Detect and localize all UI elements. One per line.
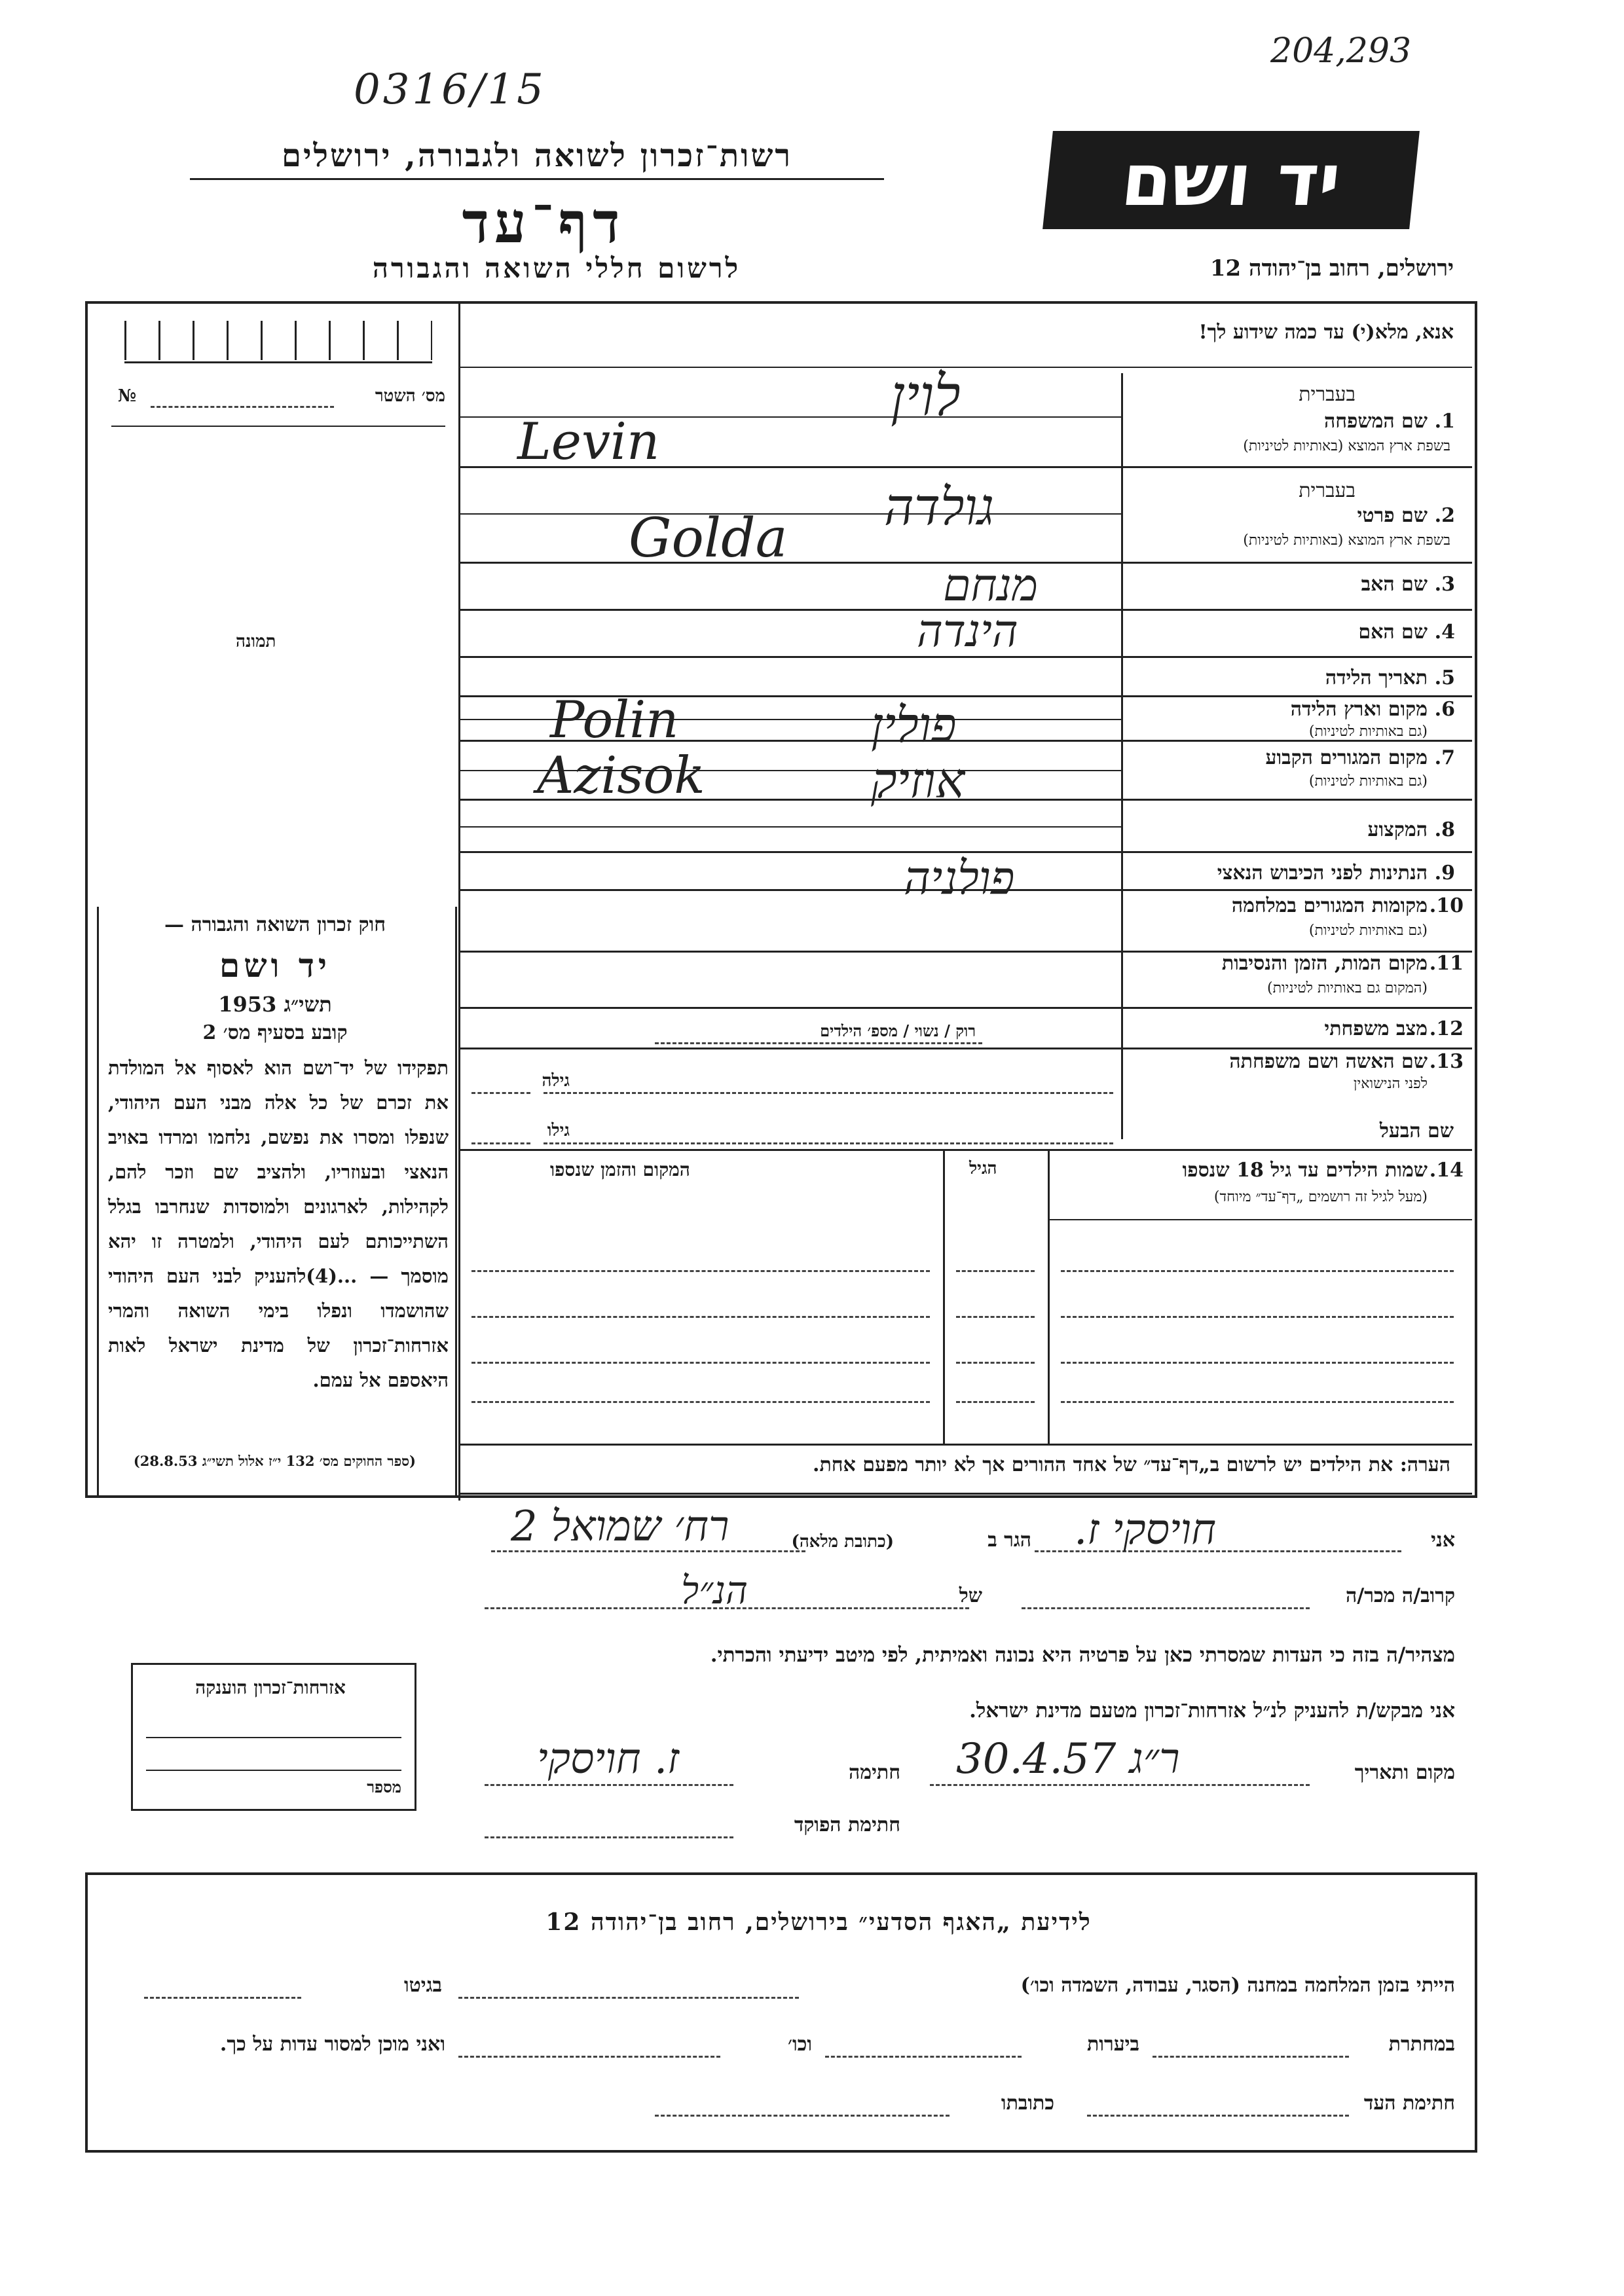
wife-age-label: גילה: [542, 1071, 570, 1091]
declarant-name: חויסקי ז.: [1074, 1506, 1216, 1554]
field-4-number: 4.: [1434, 621, 1455, 644]
children-age-column: הגיל: [969, 1159, 997, 1178]
header-address: ירושלים, רחוב בן־יהודה 12: [1209, 255, 1454, 282]
photo-label: תמונה: [236, 632, 276, 651]
field-5-label: תאריך הלידה: [1325, 666, 1428, 689]
barcode-ticks: [124, 321, 432, 363]
archive-number: 0316/15: [354, 65, 546, 114]
field-10-label: מקומות המגורים במלחמה: [1231, 894, 1428, 917]
field-11-sub: (המקום גם באותיות לטיניות): [1267, 980, 1428, 996]
footer-underground: במחתרת: [1388, 2033, 1455, 2056]
marital-options: רוק / נשוי / מספ׳ הילדים: [820, 1021, 976, 1040]
field-7-sub: (גם באותיות לטיניות): [1308, 773, 1428, 790]
certificate-number: [111, 386, 445, 412]
surname-latin: Levin: [517, 412, 660, 471]
citizenship-box: [131, 1663, 416, 1811]
father-name: מנחם: [943, 560, 1039, 611]
first-name-latin: Golda: [629, 507, 788, 570]
law-clause: קובע בסעיף מס׳ 2: [202, 1021, 348, 1044]
field-2-sub: בשפת ארץ המוצא (באותיות לטיניות): [1243, 532, 1450, 549]
yad-vashem-logo: יד ושם: [1043, 131, 1420, 229]
citizenship-box-number: מספר: [367, 1777, 401, 1796]
footer-line-1: הייתי בזמן המלחמה במחנה (הסגר, עבודה, השמדה וכו׳): [1020, 1974, 1455, 1997]
citizenship-box-title: אזרחות־זכרון הוענקה: [195, 1677, 346, 1698]
field-6-label: מקום וארץ הלידה: [1290, 698, 1428, 721]
page-reference: 204,293: [1270, 31, 1412, 71]
husband-age-label: גילו: [547, 1121, 570, 1140]
place-date-label: מקום ותאריך: [1354, 1761, 1455, 1784]
birth-place-hebrew: פולין: [871, 697, 957, 754]
field-6-number: 6.: [1434, 698, 1455, 721]
declarant-signature: ז. חויסקי: [537, 1735, 679, 1783]
place-date-value: ר״ג 30.4.57: [956, 1735, 1180, 1783]
field-8-label: המקצוע: [1367, 818, 1428, 841]
field-8-number: 8.: [1434, 818, 1455, 841]
of-label: של: [959, 1584, 982, 1607]
field-2-hebrew-tag: בעברית: [1299, 479, 1356, 502]
children-sub: (מעל לגיל זה רושמים „דף־עד״ מיוחד): [1213, 1189, 1428, 1205]
children-number: 14.: [1429, 1159, 1464, 1182]
relative-label: קרוב/ה מכר/ה: [1346, 1584, 1455, 1607]
instruction: אנא, מלא(י) עד כמה שידוע לך!: [1198, 321, 1454, 344]
field-13-label: שם האשה ושם משפחתה: [1229, 1050, 1428, 1073]
footer-forests: ביערות: [1086, 2033, 1139, 2056]
form-subtitle: לרשום חללי השואה והגבורה: [372, 252, 741, 284]
resides-label: הגר ב: [987, 1529, 1031, 1552]
certificate-label: מס׳ השטר: [375, 386, 445, 406]
footer-witness-address: כתובתו: [1001, 2092, 1054, 2115]
field-6-sub: (גם באותיות לטיניות): [1308, 723, 1428, 740]
field-3-number: 3.: [1434, 573, 1455, 596]
law-text: תפקידו של יד־ושם הוא לאסוף אל המולדת את זכרם של כל אלה מבני העם היהודי, שנפלו ומסרו את נפשם, נלחמו ומרדו באויב הנאצי ובעוזריו, ולהציב שם וזכר להם, לקהילות, לארגונים ולמוסדות שנחרבו בגלל השתייכותם לעם היהודי, ולמטרה זו יהא מוסמך — ...(4)להעניק לבני העם היהודי שהושמדו ונפלו בימי השואה והמרי אזרחות־זכרון של מדינת ישראל לאות היאספם אל עמם.: [108, 1057, 449, 1391]
field-4-label: שם האם: [1358, 621, 1428, 644]
husband-label: שם הבעל: [1379, 1120, 1454, 1142]
field-9-number: 9.: [1434, 862, 1455, 884]
field-13-number: 13.: [1429, 1050, 1464, 1073]
law-box: [97, 907, 457, 1498]
law-name: יד ושם: [219, 946, 331, 985]
field-9-label: הנתינות לפני הכיבוש הנאצי: [1217, 862, 1428, 884]
mother-name: הינדה: [917, 606, 1018, 657]
first-name-hebrew: גולדה: [884, 478, 995, 537]
residence-hebrew: אוזיק: [871, 753, 965, 809]
field-1-sub: בשפת ארץ המוצא (באותיות לטיניות): [1243, 438, 1450, 454]
nationality: פולניה: [904, 851, 1015, 905]
authority-name: רשות־זכרון לשואה ולגבורה, ירושלים: [281, 137, 793, 174]
footer-line-1-end: בגיטו: [403, 1974, 442, 1997]
field-13-sub: לפני הנישואין: [1353, 1076, 1428, 1092]
field-10-sub: (גם באותיות לטיניות): [1308, 922, 1428, 939]
footer-witness-signature: חתימת העד: [1363, 2092, 1455, 2115]
officer-signature-label: חתימת הפוקד: [794, 1813, 900, 1836]
field-12-label: מצב משפחתי: [1324, 1017, 1428, 1040]
field-7-label: מקום המגורים הקבוע: [1265, 746, 1428, 769]
signature-label: חתימה: [849, 1761, 900, 1784]
field-3-label: שם האב: [1361, 573, 1428, 596]
birth-place-latin: Polin: [550, 691, 679, 750]
law-reference: (ספר החוקים מס׳ 132 י״ז אלול תשי״ג 28.8.53): [133, 1453, 416, 1469]
citizenship-request: אני מבקש/ת להעניק לנ״ל אזרחות־זכרון מטעם מדינת ישראל.: [969, 1699, 1455, 1722]
declarant-i: אני: [1431, 1529, 1455, 1552]
form-title: דף־עד: [462, 190, 625, 256]
field-11-number: 11.: [1429, 952, 1464, 975]
full-address-label: (כתובת מלאה): [791, 1532, 894, 1552]
field-10-number: 10.: [1429, 894, 1464, 917]
field-1-number: 1.: [1434, 410, 1455, 433]
law-title: חוק זכרון השואה והגבורה —: [164, 913, 386, 936]
footer-etc: וכו׳: [788, 2033, 812, 2056]
declarant-address: רח׳ שמואל 2: [511, 1503, 729, 1551]
field-12-number: 12.: [1429, 1017, 1464, 1040]
field-5-number: 5.: [1434, 666, 1455, 689]
residence-latin: Azisok: [537, 746, 705, 805]
field-1-hebrew-tag: בעברית: [1299, 383, 1356, 406]
surname-hebrew: לוין: [891, 363, 961, 429]
field-2-number: 2.: [1434, 504, 1455, 527]
law-year: תשי״ג 1953: [218, 992, 332, 1017]
footer-line-2-end: ואני מוכן למסור עדות על כך.: [219, 2033, 445, 2056]
children-label: שמות הילדים עד גיל 18 שנספו: [1182, 1159, 1428, 1182]
children-note: הערה: את הילדים יש לרשום ב„דף־עד״ של אחד ההורים אך לא יותר מפעם אחת.: [813, 1453, 1450, 1476]
declaration-text: מצהיר/ה בזה כי העדות שמסרתי כאן על פרטיה היא נכונה ואמיתית, לפי מיטב ידיעתי והכרתי.: [710, 1643, 1455, 1667]
children-place-column: המקום והזמן שנספו: [550, 1159, 690, 1180]
field-11-label: מקום המות, הזמן והנסיבות: [1221, 952, 1428, 975]
number-sign: №: [118, 386, 137, 406]
relative-of: הנ״ל: [681, 1568, 748, 1613]
field-2-label: שם פרטי: [1357, 504, 1428, 527]
footer-title: לידיעת „האגף הסדעי״ בירושלים, רחוב בן־יהודה 12: [545, 1908, 1092, 1936]
field-7-number: 7.: [1434, 746, 1455, 769]
field-1-label: שם המשפחה: [1323, 410, 1428, 433]
